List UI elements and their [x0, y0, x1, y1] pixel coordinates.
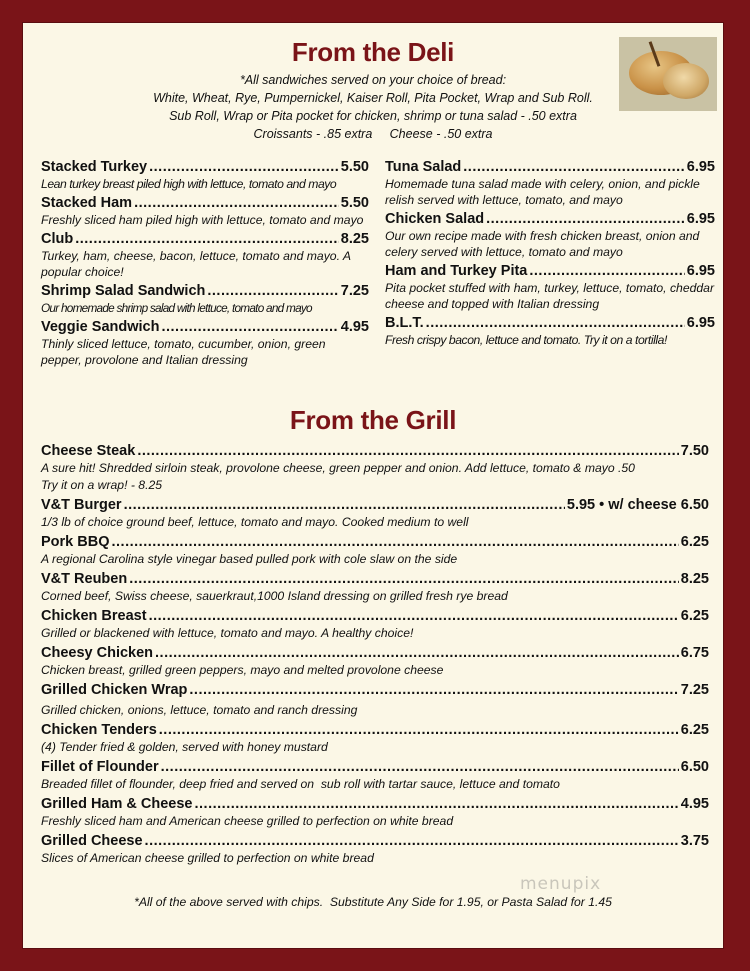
deli-right-column: [385, 159, 715, 351]
menu-item: [41, 159, 369, 192]
item-name: Chicken Breast: [41, 608, 147, 624]
item-price: 6.25: [680, 608, 709, 624]
item-price: 8.25: [680, 571, 709, 587]
item-name: B.L.T.: [385, 315, 424, 331]
item-price: 8.25: [340, 231, 369, 247]
item-name: V&T Burger: [41, 497, 122, 513]
item-name: Stacked Ham: [41, 195, 133, 211]
menu-item: [41, 644, 709, 679]
item-price: 6.25: [680, 722, 709, 738]
item-name: Stacked Turkey: [41, 159, 148, 175]
item-name: Ham and Turkey Pita: [385, 263, 528, 279]
deli-intro: [123, 71, 623, 143]
item-price: 7.25: [680, 682, 709, 698]
item-price: 6.50: [680, 759, 709, 775]
item-description: 1/3 lb of choice ground beef, lettuce, tomato and mayo. Cooked medium to well: [41, 515, 469, 529]
item-name: Pork BBQ: [41, 534, 110, 550]
menu-item: [41, 442, 709, 494]
item-price: 4.95: [680, 796, 709, 812]
item-name: Tuna Salad: [385, 159, 462, 175]
item-description: Grilled or blackened with lettuce, tomato and mayo. A healthy choice!: [41, 626, 414, 640]
item-price: 5.50: [340, 195, 369, 211]
item-description-extra: Try it on a wrap! - 8.25: [41, 478, 163, 492]
sandwich-photo: [619, 37, 717, 111]
item-description: Freshly sliced ham piled high with lettuce, tomato and mayo: [41, 213, 364, 227]
item-description: Our homemade shrimp salad with lettuce, tomato and mayo: [41, 301, 312, 315]
item-price: 6.95: [686, 315, 715, 331]
item-description: Our own recipe made with fresh chicken breast, onion and celery served with lettuce, tomato and mayo: [385, 229, 700, 259]
item-price: 6.95: [686, 211, 715, 227]
menu-item: [385, 263, 715, 312]
menu-item: [385, 211, 715, 260]
item-description: Lean turkey breast piled high with lettuce, tomato and mayo: [41, 177, 337, 191]
menupix-watermark: menupix: [520, 874, 602, 894]
menu-item: [41, 283, 369, 316]
item-description: Breaded fillet of flounder, deep fried and served on sub roll with tartar sauce, lettuce and tomato: [41, 777, 560, 791]
intro-line: *All sandwiches served on your choice of bread:: [239, 73, 507, 87]
menu-item: [41, 795, 709, 830]
menu-page: [22, 22, 724, 949]
item-price: 4.95: [340, 319, 369, 335]
item-name: V&T Reuben: [41, 571, 128, 587]
menu-item: [41, 758, 709, 793]
item-description: Homemade tuna salad made with celery, onion, and pickle relish served with lettuce, tomato, and mayo: [385, 177, 700, 207]
item-description: Corned beef, Swiss cheese, sauerkraut,1000 Island dressing on grilled fresh rye bread: [41, 589, 508, 603]
footer-note: *All of the above served with chips. Substitute Any Side for 1.95, or Pasta Salad for 1.45: [134, 895, 612, 909]
item-name: Grilled Ham & Cheese: [41, 796, 193, 812]
menu-item: [41, 721, 709, 756]
item-name: Grilled Cheese: [41, 833, 143, 849]
item-description: A sure hit! Shredded sirloin steak, provolone cheese, green pepper and onion. Add lettuce, tomato & mayo .50: [41, 461, 635, 475]
intro-line: Croissants - .85 extra Cheese - .50 extra: [253, 127, 493, 141]
item-description: (4) Tender fried & golden, served with honey mustard: [41, 740, 328, 754]
item-name: Fillet of Flounder: [41, 759, 159, 775]
item-price: 5.95 • w/ cheese 6.50: [566, 497, 709, 513]
menu-item: [385, 315, 715, 348]
deli-title: From the Deli: [291, 37, 455, 67]
grill-title: From the Grill: [289, 405, 457, 435]
deli-left-column: [41, 159, 369, 371]
item-price: 5.50: [340, 159, 369, 175]
menu-item: [41, 570, 709, 605]
item-name: Grilled Chicken Wrap: [41, 682, 188, 698]
item-price: 7.50: [680, 443, 709, 459]
item-price: 3.75: [680, 833, 709, 849]
item-name: Chicken Salad: [385, 211, 485, 227]
menu-item: [41, 832, 709, 867]
item-description: Turkey, ham, cheese, bacon, lettuce, tomato and mayo. A popular choice!: [41, 249, 351, 279]
item-name: Cheesy Chicken: [41, 645, 154, 661]
menu-item: [41, 681, 709, 719]
item-price: 6.25: [680, 534, 709, 550]
item-description: A regional Carolina style vinegar based pulled pork with cole slaw on the side: [41, 552, 458, 566]
intro-line: White, Wheat, Rye, Pumpernickel, Kaiser Roll, Pita Pocket, Wrap and Sub Roll.: [153, 91, 593, 105]
menu-item: [385, 159, 715, 208]
menu-item: [41, 607, 709, 642]
item-name: Shrimp Salad Sandwich: [41, 283, 206, 299]
menu-item: [41, 231, 369, 280]
menu-item: [41, 319, 369, 368]
grill-list: [41, 442, 709, 869]
item-name: Cheese Steak: [41, 443, 136, 459]
item-name: Club: [41, 231, 74, 247]
item-price: 6.75: [680, 645, 709, 661]
item-name: Chicken Tenders: [41, 722, 157, 738]
item-description: Chicken breast, grilled green peppers, mayo and melted provolone cheese: [41, 663, 444, 677]
item-description: Fresh crispy bacon, lettuce and tomato. Try it on a tortilla!: [385, 333, 667, 347]
intro-line: Sub Roll, Wrap or Pita pocket for chicken, shrimp or tuna salad - .50 extra: [169, 109, 577, 123]
item-price: 7.25: [340, 283, 369, 299]
item-description: Slices of American cheese grilled to perfection on white bread: [41, 851, 374, 865]
menu-item: [41, 533, 709, 568]
menu-item: [41, 496, 709, 531]
menu-item: [41, 195, 369, 228]
item-description: Grilled chicken, onions, lettuce, tomato and ranch dressing: [41, 703, 358, 717]
item-description: Pita pocket stuffed with ham, turkey, lettuce, tomato, cheddar cheese and topped with Italian dressing: [385, 281, 715, 311]
item-name: Veggie Sandwich: [41, 319, 160, 335]
item-price: 6.95: [686, 263, 715, 279]
item-description: Thinly sliced lettuce, tomato, cucumber, onion, green pepper, provolone and Italian dressing: [41, 337, 326, 367]
item-price: 6.95: [686, 159, 715, 175]
item-description: Freshly sliced ham and American cheese grilled to perfection on white bread: [41, 814, 454, 828]
